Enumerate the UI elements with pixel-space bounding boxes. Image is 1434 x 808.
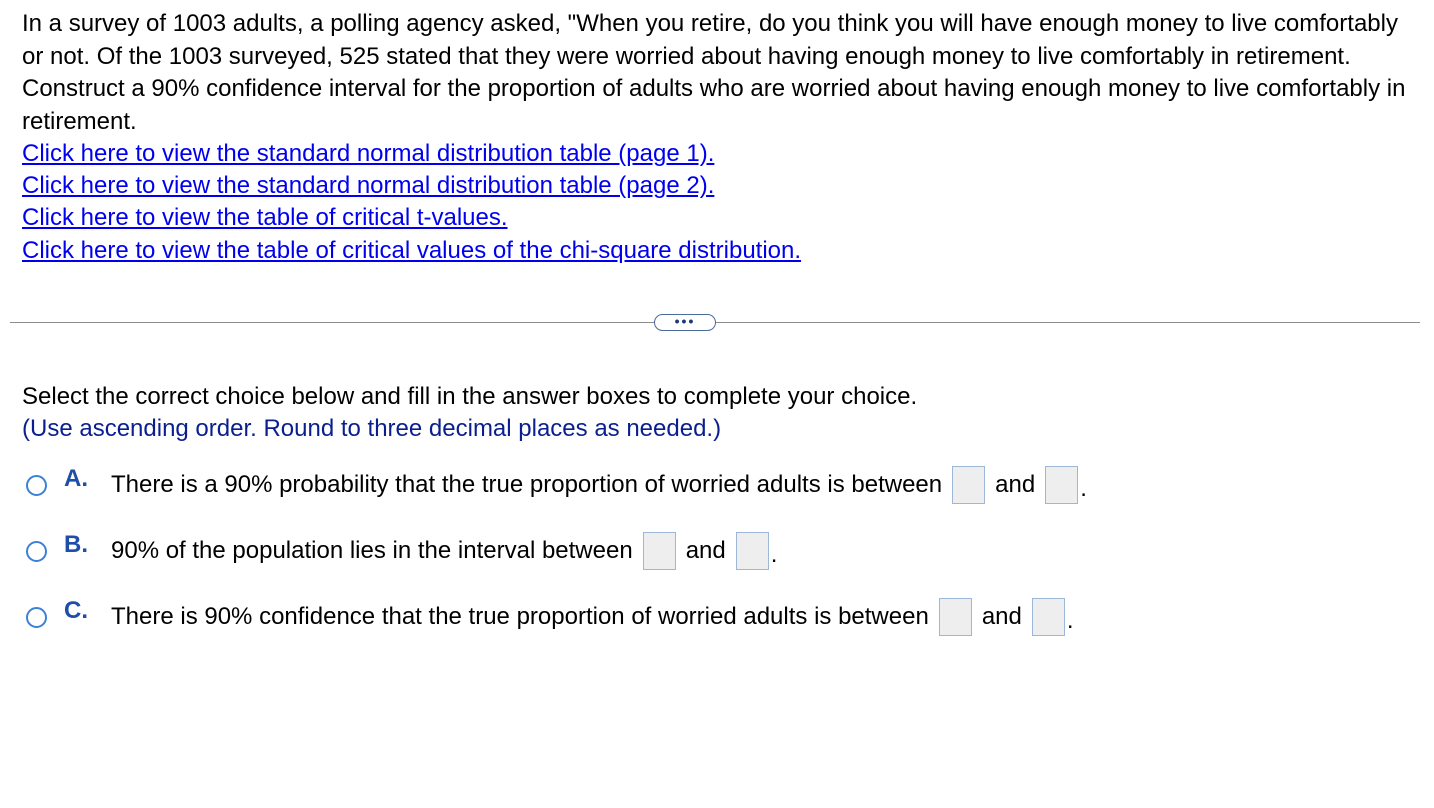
choice-c-radio[interactable] (26, 607, 47, 628)
chi-square-table-link[interactable]: Click here to view the table of critical values of the chi-square distribution. (22, 236, 802, 264)
choice-c-period: . (1066, 607, 1074, 634)
instructions (22, 381, 917, 445)
normal-table-page1-link[interactable]: Click here to view the standard normal distribution table (page 1). (22, 140, 715, 167)
instruction-main: Select the correct choice below and fill in the answer boxes to complete your choice. (22, 383, 918, 410)
choice-b[interactable] (26, 532, 777, 570)
choice-c[interactable] (26, 598, 1074, 636)
choice-a-text: There is a 90% probability that the true proportion of worried adults is between (111, 471, 943, 498)
choice-b-text: 90% of the population lies in the interval between (111, 537, 633, 564)
t-values-table-link[interactable]: Click here to view the table of critical t-values. (22, 204, 508, 232)
choice-a-upper-input[interactable] (1045, 466, 1078, 504)
choice-b-lower-input[interactable] (643, 532, 676, 570)
choice-c-upper-input[interactable] (1032, 598, 1065, 636)
choice-a-and: and (995, 471, 1036, 498)
reference-links (22, 138, 801, 267)
instruction-note: (Use ascending order. Round to three decimal places as needed.) (22, 415, 722, 442)
choice-c-and: and (981, 603, 1022, 630)
choice-c-letter: C. (64, 597, 88, 624)
choice-a-period: . (1080, 475, 1087, 502)
ellipsis-icon: ••• (674, 312, 696, 329)
choice-b-letter: B. (64, 531, 88, 558)
choice-a-radio[interactable] (26, 475, 47, 496)
choice-a-letter: A. (64, 465, 88, 492)
choice-a[interactable] (26, 466, 1087, 504)
choice-b-and: and (685, 537, 726, 564)
choice-b-period: . (770, 541, 778, 568)
question-text: In a survey of 1003 adults, a polling agency asked, "When you retire, do you think you will have enough money to live comfortably or not. Of the 1003 surveyed, 525 stated that they were worried about having enough money to live comfortably in retirement. Construct a 90% confidence interval for the proportion of adults who are worried about having enough money to live comfortably in retirement. (22, 10, 1406, 135)
choice-a-lower-input[interactable] (952, 466, 985, 504)
normal-table-page2-link[interactable]: Click here to view the standard normal distribution table (page 2). (22, 172, 715, 200)
expand-more-button[interactable] (654, 314, 716, 331)
choice-b-upper-input[interactable] (736, 532, 769, 570)
choice-c-lower-input[interactable] (939, 598, 972, 636)
choice-c-text: There is 90% confidence that the true proportion of worried adults is between (111, 603, 929, 630)
choice-b-radio[interactable] (26, 541, 47, 562)
